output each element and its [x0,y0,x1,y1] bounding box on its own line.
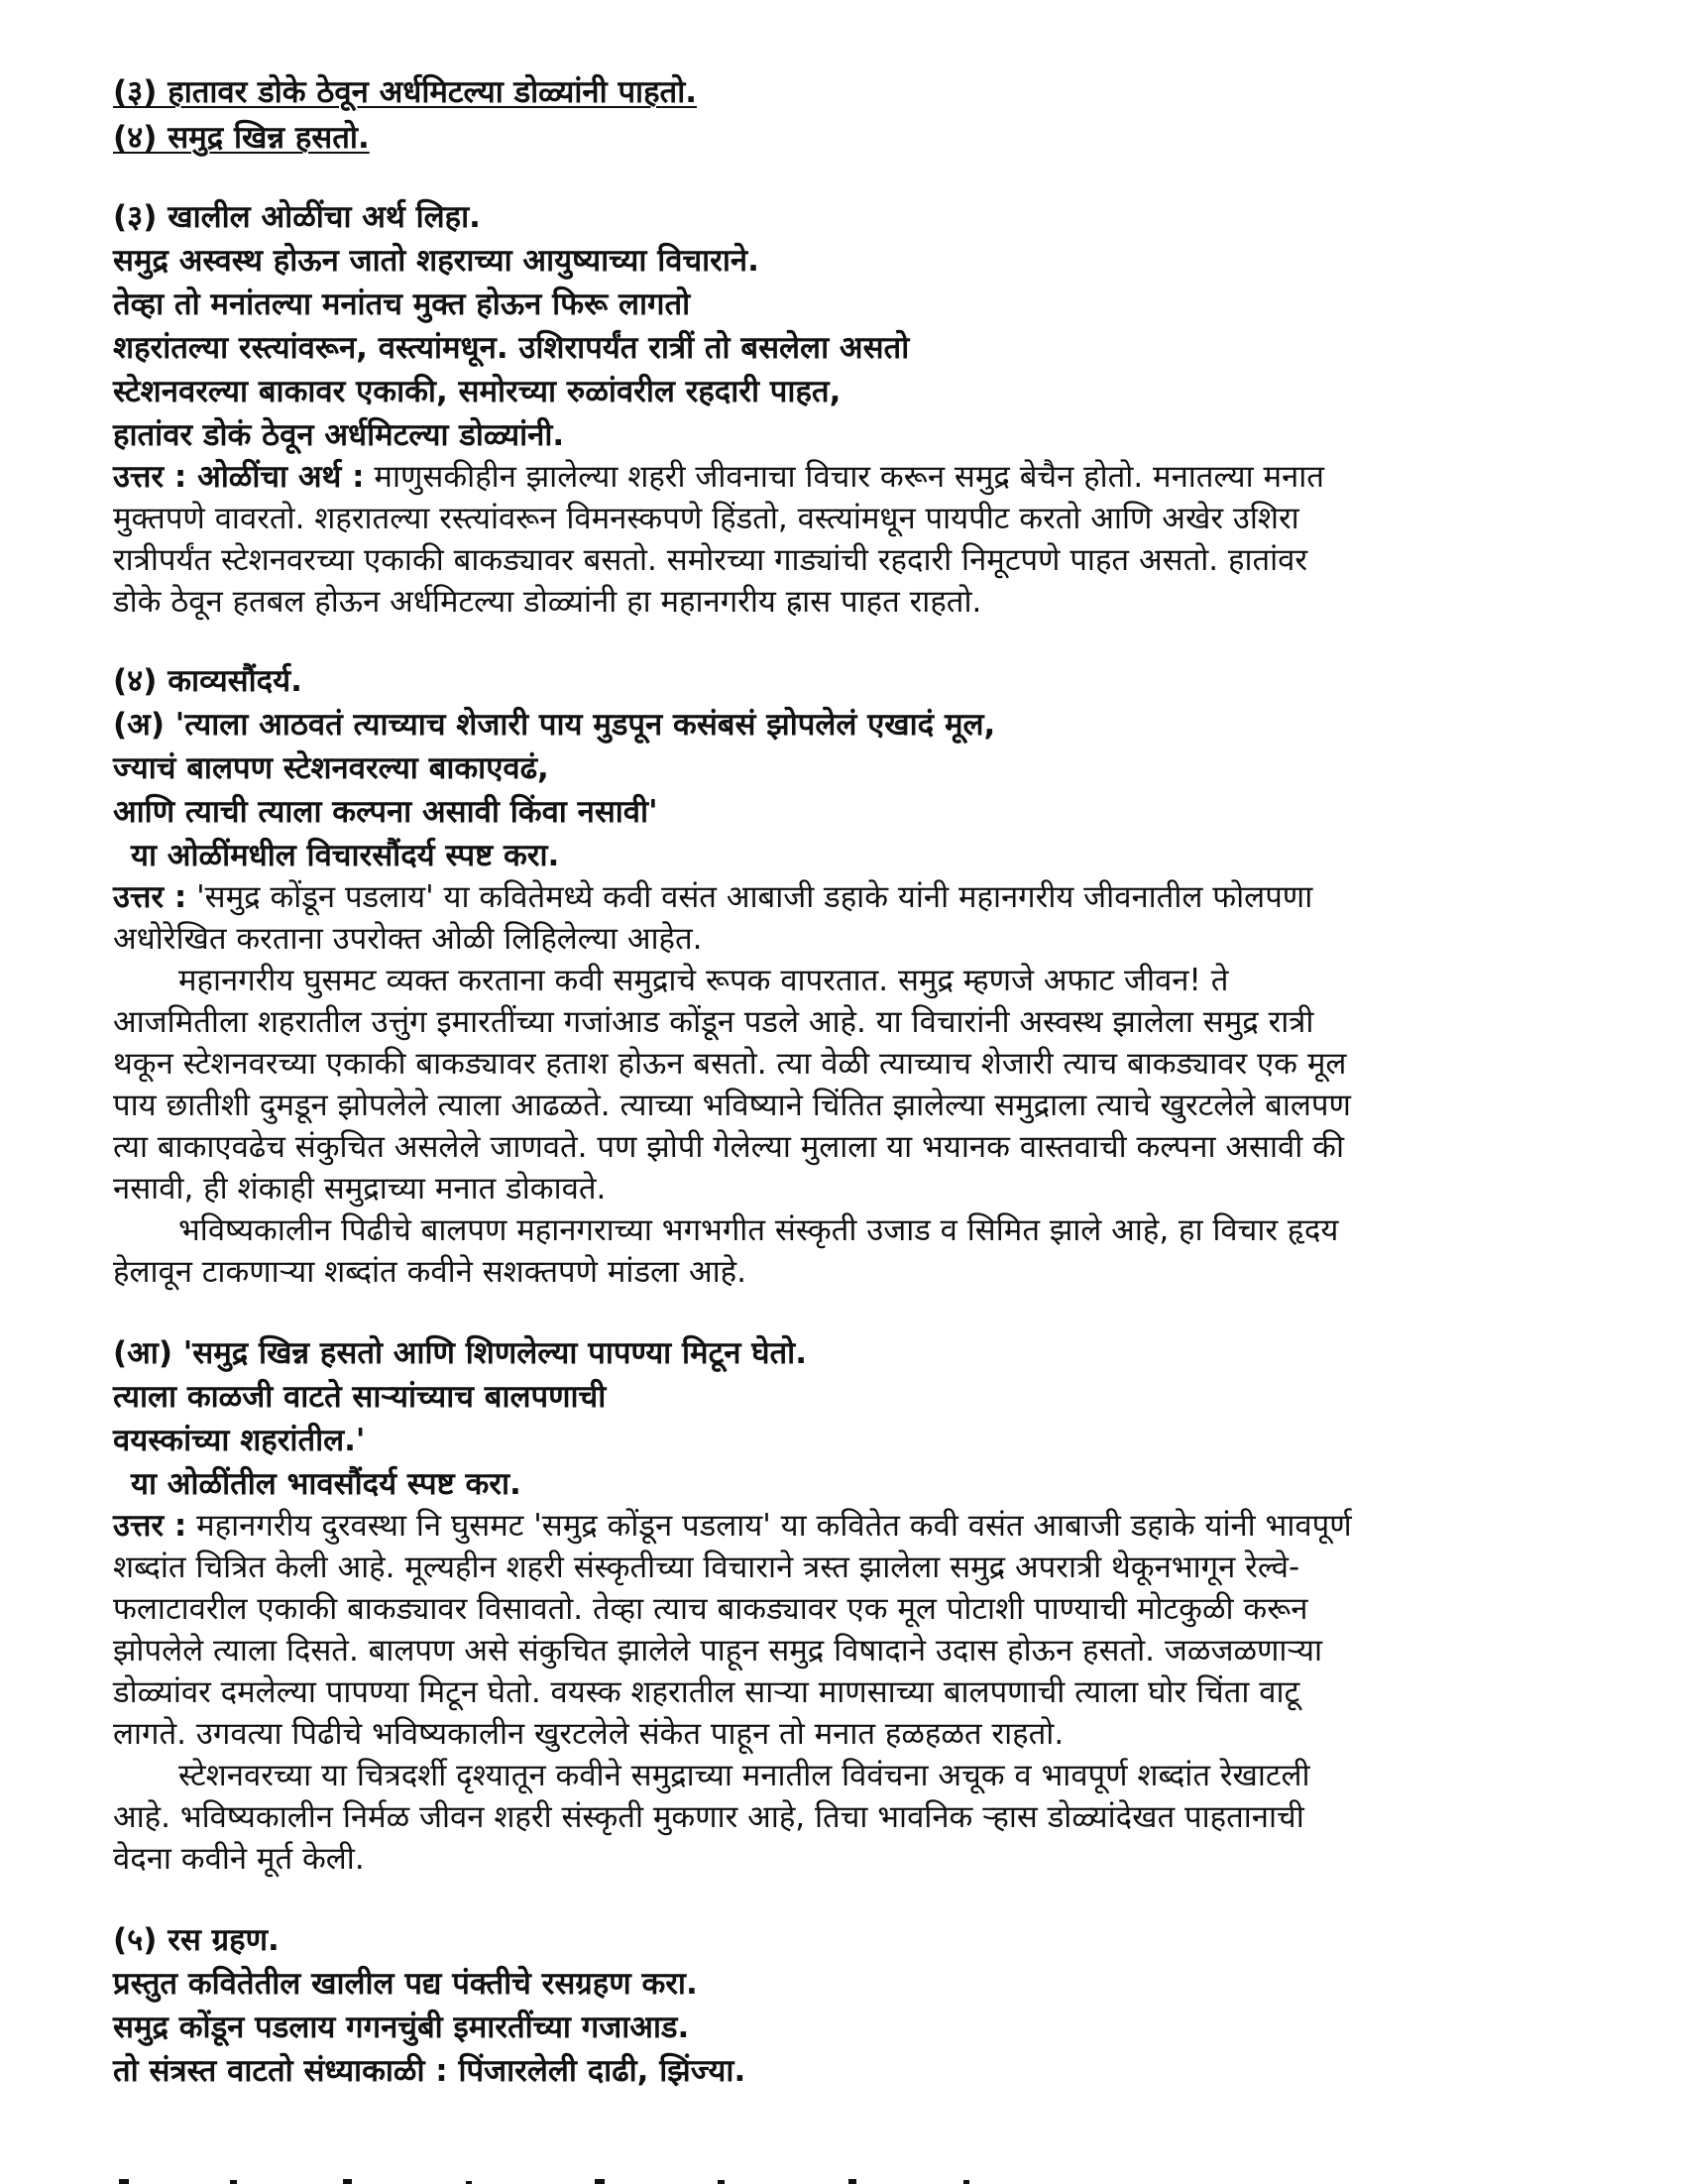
poem-quote-line: आणि त्याची त्याला कल्पना असावी किंवा नसावी' [113,794,658,830]
answer-paragraph-line: डोके ठेवून हतबल होऊन अर्धमिटल्या डोळ्यांनी हा महानगरीय ह्रास पाहत राहतो. [113,584,982,620]
poem-quote-line: ज्याचं बालपण स्टेशनवरल्या बाकाएवढं, [113,750,549,786]
sub-question-instruction: या ओळींमधील विचारसौंदर्य स्पष्ट करा. [131,838,560,873]
poem-line: शहरांतल्या रस्त्यांवरून, वस्त्यांमधून. उशिरापर्यंत रात्रीं तो बसलेला असतो [113,330,910,366]
answer-paragraph-line: महानगरीय घुसमट व्यक्त करताना कवी समुद्राचे रूपक वापरतात. समुद्र म्हणजे अफाट जीवन! ते [178,963,1229,998]
answer-paragraph-line: नसावी, ही शंकाही समुद्राच्या मनात डोकावते. [113,1171,607,1207]
answer-paragraph-line: थकून स्टेशनवरच्या एकाकी बाकड्यावर हताश होऊन बसतो. त्या वेळी त्याच्याच शेजारी त्याच बाकड्यावर एक मूल [113,1046,1347,1082]
answer-text: महानगरीय दुरवस्था नि घुसमट 'समुद्र कोंडून पडलाय' या कवितेत कवी वसंत आबाजी डहाके यांनी भावपूर्ण [186,1508,1352,1544]
answer-paragraph-line: आजमितीला शहरातील उत्तुंग इमारतींच्या गजांआड कोंडून पडले आहे. या विचारांनी अस्वस्थ झालेला समुद्र रात्री [113,1004,1314,1040]
poem-line: तेव्हा तो मनांतल्या मनांतच मुक्त होऊन फिरू लागतो [113,287,691,322]
poem-quote-line: समुद्र कोंडून पडलाय गगनचुंबी इमारतींच्या गजाआड. [113,2010,690,2045]
cut-off-text-marks [113,2143,1065,2184]
cut-off-text-fragment [113,2143,1065,2184]
poem-line: समुद्र अस्वस्थ होऊन जातो शहराच्या आयुष्याच्या विचाराने. [113,243,759,279]
sub-question-instruction: या ओळींतील भावसौंदर्य स्पष्ट करा. [131,1466,521,1502]
previous-answer-line-3: (३) हातावर डोके ठेवून अर्धमिटल्या डोळ्यांनी पाहतो. [113,74,698,110]
answer-paragraph-line: मुक्तपणे वावरतो. शहरातल्या रस्त्यांवरून विमनस्कपणे हिंडतो, वस्त्यांमधून पायपीट करतो आणि अखेर उशिरा [113,501,1299,536]
question-heading-poetic-beauty: (४) काव्यसौंदर्य. [113,663,302,699]
answer-paragraph-line: रात्रीपर्यंत स्टेशनवरच्या एकाकी बाकड्यावर बसतो. समोरच्या गाड्यांची रहदारी निमूटपणे पाहत असतो. हातांवर [113,542,1308,578]
question-instruction: प्रस्तुत कवितेतील खालील पद्य पंक्तीचे रसग्रहण करा. [113,1966,698,2002]
previous-answer-line-4: (४) समुद्र खिन्न हसतो. [113,120,370,156]
answer-text: 'समुद्र कोंडून पडलाय' या कवितेमध्ये कवी वसंत आबाजी डहाके यांनी महानगरीय जीवनातील फोलपणा [186,879,1313,915]
answer-paragraph-line: वेदना कवीने मूर्त केली. [113,1841,365,1877]
answer-label: उत्तर : [113,879,187,915]
answer-text: माणुसकीहीन झालेल्या शहरी जीवनाचा विचार करून समुद्र बेचैन होतो. मनातल्या मनात [364,459,1324,495]
answer-paragraph-line: त्या बाकाएवढेच संकुचित असलेले जाणवते. पण झोपी गेलेल्या मुलाला या भयानक वास्तवाची कल्पना असावी की [113,1129,1344,1165]
answer-paragraph-line: शब्दांत चित्रित केली आहे. मूल्यहीन शहरी संस्कृतीच्या विचाराने त्रस्त झालेला समुद्र अपरात्री थेकूनभागून रेल्वे- [113,1550,1300,1585]
poem-line: हातांवर डोकं ठेवून अर्धमिटल्या डोळ्यांनी. [113,417,565,453]
poem-quote-line: त्याला काळजी वाटते साऱ्यांच्याच बालपणाची [113,1379,607,1415]
answer-paragraph-line [113,459,1324,495]
answer-paragraph-line: फलाटावरील एकाकी बाकड्यावर विसावतो. तेव्हा त्याच बाकड्यावर एक मूल पोटाशी पाण्याची मोटकुळी करून [113,1591,1308,1627]
answer-paragraph-line: अधोरेखित करताना उपरोक्त ओळी लिहिलेल्या आहेत. [113,921,703,957]
poem-quote-line: (अ) 'त्याला आठवतं त्याच्याच शेजारी पाय मुडपून कसंबसं झोपलेलं एखादं मूल, [113,707,996,743]
question-heading-appreciation: (५) रस ग्रहण. [113,1922,280,1958]
answer-paragraph-line: डोळ्यांवर दमलेल्या पापण्या मिटून घेतो. वयस्क शहरातील साऱ्या माणसाच्या बालपणाची त्याला घोर चिंता वाटू [113,1674,1300,1710]
answer-paragraph-line: झोपलेले त्याला दिसते. बालपण असे संकुचित झालेले पाहून समुद्र विषादाने उदास होऊन हसतो. जळजळणाऱ्या [113,1633,1323,1668]
answer-label: उत्तर : [113,1508,187,1544]
answer-paragraph-line: स्टेशनवरच्या या चित्रदर्शी दृश्यातून कवीने समुद्राच्या मनातील विवंचना अचूक व भावपूर्ण शब्दांत रेखाटली [178,1758,1310,1793]
answer-paragraph-line: भविष्यकालीन पिढीचे बालपण महानगराच्या भगभगीत संस्कृती उजाड व सिमित झाले आहे, हा विचार हृदय [178,1212,1339,1248]
question-heading-meaning: (३) खालील ओळींचा अर्थ लिहा. [113,199,481,235]
poem-quote-line: तो संत्रस्त वाटतो संध्याकाळी : पिंजारलेली दाढी, झिंज्या. [113,2053,746,2089]
poem-quote-line: वयस्कांच्या शहरांतील.' [113,1423,366,1458]
answer-paragraph-line [113,1508,1352,1544]
poem-quote-line: (आ) 'समुद्र खिन्न हसतो आणि शिणलेल्या पापण्या मिटून घेतो. [113,1335,807,1371]
answer-paragraph-line: आहे. भविष्यकालीन निर्मळ जीवन शहरी संस्कृती मुकणार आहे, तिचा भावनिक ऱ्हास डोळ्यांदेखत पाहतानाची [113,1799,1304,1835]
answer-label: उत्तर : ओळींचा अर्थ : [113,459,365,495]
answer-paragraph-line: लागते. उगवत्या पिढीचे भविष्यकालीन खुरटलेले संकेत पाहून तो मनात हळहळत राहतो. [113,1716,1065,1752]
answer-paragraph-line: पाय छातीशी दुमडून झोपलेले त्याला आढळते. त्याच्या भविष्याने चिंतित झालेल्या समुद्राला त्याचे खुरटलेले बालपण [113,1088,1351,1123]
answer-paragraph-line: हेलावून टाकणाऱ्या शब्दांत कवीने सशक्तपणे मांडला आहे. [113,1254,746,1290]
answer-paragraph-line [113,879,1313,915]
poem-line: स्टेशनवरल्या बाकावर एकाकी, समोरच्या रुळांवरील रहदारी पाहत, [113,374,842,409]
